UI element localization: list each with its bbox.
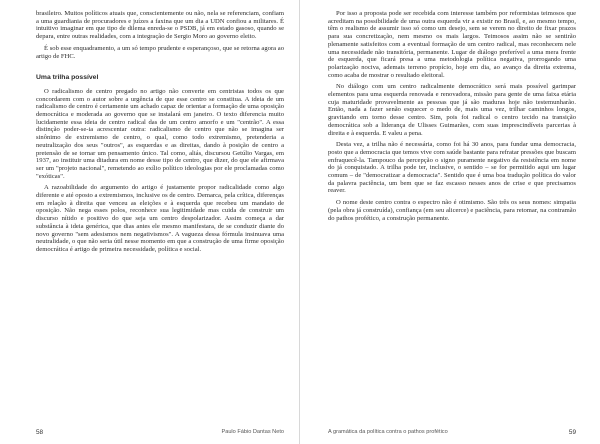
right-page	[300, 0, 600, 444]
page-number: 59	[568, 429, 576, 436]
paragraph: O radicalismo de centro pregado no artigo não converte em centristas todos os que concordarem com o autor sobre a urgência de que esse centro se constitua. A ideia de um radicalismo de centro é certamente um achado capaz de orientar a formação de uma oposição democrática e moderada ao governo que se instalará em janeiro. O texto diferencia muito lucidamente essa ideia de centro radical das de um centro amorfo e um "centrão". A essa distinção poder-se-ia acrescentar outra: radicalismo de centro que não se imagina ser sinônimo de extremismo de centro, o qual, como todo extremismo, pretenderia a neutralização dos seus "outros", as esquerdas e as direitas, dando à posição de centro a pretensão de se tornar um pensamento único. Tal como, aliás, discursou Getúlio Vargas, em 1937, ao instituir uma ditadura em nome desse tipo de centro, que dizer, do que ele afirmava ser um "projeto nacional", remetendo ao exílio político ideologias por ele proclamadas como "exóticas".	[36, 87, 284, 180]
left-text-column	[36, 10, 284, 410]
paragraph: Desta vez, a trilha não é necessária, como foi há 30 anos, para fundar uma democracia, posto que a democracia que temos vive com saúde bastante para refratar pressões que buscam enfraquecê-la. Tampouco da percepção o signo puramente negativo da resistência em nome do já conquistado. A trilha pode ter, inclusive, o sentido – se for permitido aqui um lugar comum – de "democratizar a democracia". Sentido que é uma boa tradução política do valor da palavra paciência, um bem que se faz escasso nesses anos de crise e que precisamos reaver.	[328, 141, 576, 195]
right-text-column	[328, 10, 576, 410]
page-number: 58	[36, 429, 44, 436]
paragraph: É sob esse enquadramento, a um só tempo prudente e esperançoso, que se retorna agora ao artigo de FHC.	[36, 44, 284, 60]
running-head: A gramática da política contra o pathos profético	[328, 429, 448, 435]
paragraph: brasileiro. Muitos políticos atuais que, conscientemente ou não, nela se referenciam, confiam a uma guardiania de procuradores e juízes a faxina que um dia a UDN confiou a militares. É intuitivo imaginar em que tipo de dilema enreda-se o PSDB, já em estado gasoso, quando se depara, entre outras realidades, com a integração de Sergio Moro ao governo eleito.	[36, 10, 284, 41]
paragraph: O nome deste centro contra o espectro não é otimismo. São três os seus nomes: simpatia (pela obra já construída), confiança (em seu alicerce) e paciência, para retomar, na contramão do pathos profético, a construção permanente.	[328, 199, 576, 222]
running-head: Paulo Fábio Dantas Neto	[221, 429, 284, 435]
right-footer	[328, 429, 576, 436]
paragraph: Por isso a proposta pode ser recebida com interesse também por reformistas teimosos que acreditam na possibilidade de uma outra esquerda vir a existir no Brasil, e, ao mesmo tempo, têm o realismo de assumir isso só como um desejo, sem se verem no direito de fixar prazos para sua concretização, nem mesmo os mais largos. Teimosos assim não se sentirão plenamente satisfeitos com a eventual formação de um centro radical, mas reconhecem nele uma necessidade não transitória, permanente. Lugar de diálogo preferível a uma mera frente de esquerda, que ficará presa a uma metodologia política negativa, prorrogando uma polarização nociva, ademais terreno propício, hoje em dia, ao avanço da direita extrema, como acaba de mostrar o resultado eleitoral.	[328, 10, 576, 79]
paragraph: A razoabilidade do argumento do artigo é justamente propor radicalidade como algo diferente e até oposto a extremismos, inclusive os de centro. Demarca, pela crítica, diferenças em relação à direita que venceu as eleições e à esquerda que recebeu um mandato de oposição. Não nega esses polos, reconhece sua legitimidade mas cuida de construir um discurso nítido e positivo do que seja um centro despolarizador. Assim começa a dar substância à ideia genérica, que dias antes ele mesmo manifestara, de se conduzir diante do novo governo "sem adesismos nem negativismos". A vagueza dessa fórmula insinuava uma neutralidade, o que não seria útil nesse momento em que a construção de uma firme oposição democrática é artigo de primeira necessidade, política e social.	[36, 184, 284, 253]
section-heading: Uma trilha possível	[36, 74, 99, 82]
paragraph: No diálogo com um centro radicalmente democrático será mais possível garimpar elementos para uma esquerda renovada e renovadora, missão para gente de uma faixa etária cuja maturidade provavelmente as pessoas que já são maduras hoje não testemunharão. Então, nada a fazer senão esquecer o medo de, mais uma vez, trilhar caminhos longos, gravitando em torno desse centro. Sim, pois foi radical o centro tecido na transição democrática sob a liderança de Ulisses Guimarães, com suas imprescindíveis parcerias à direita e à esquerda. E valeu a pena.	[328, 83, 576, 137]
left-footer	[36, 429, 284, 436]
